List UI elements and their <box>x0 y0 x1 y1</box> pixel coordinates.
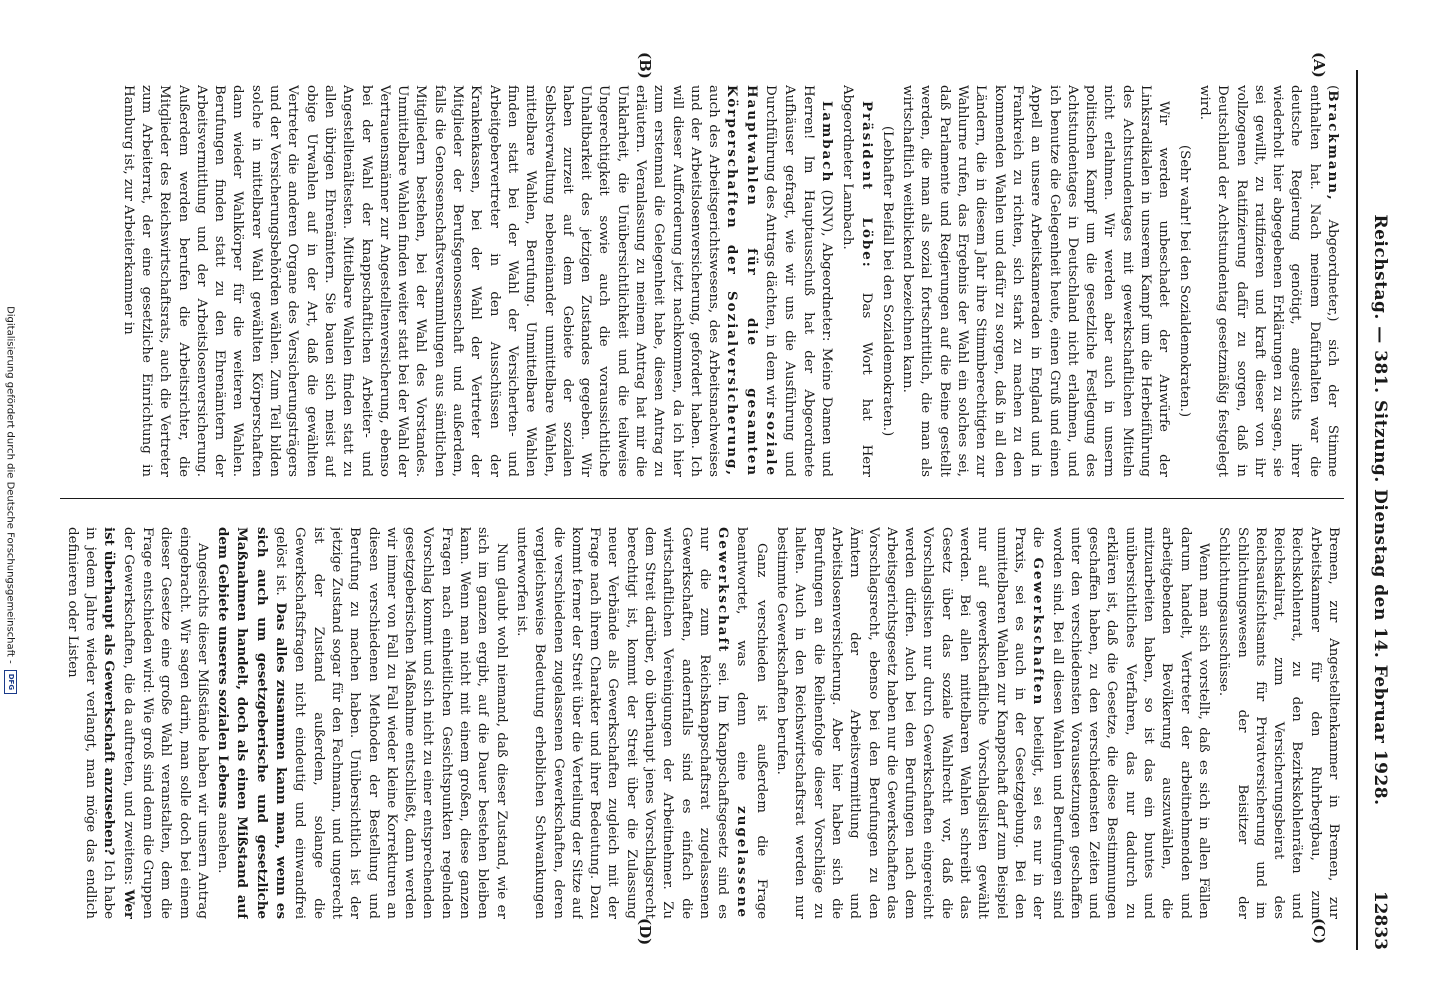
president-name: Präsident Löbe: <box>858 101 875 269</box>
margin-letter-a: (A) <box>1310 52 1328 78</box>
speaker-name: Brackmann, <box>1325 90 1341 202</box>
paragraph-text: sei. Im Knappschaftsgesetz sind es nur die zum Reichsknappschaftsrat zugelassenen Gewerkschaften, andernfalls sind es einfach die wirtschaftlichen Vereinigungen der Arbeitnehmer. Zu dem Streit darüber, ob überhaupt jenes Vorschlagsrecht berechtigt ist, kommt der Streit über die Zulassung neuer Verbände als Gewerkschaften zugleich mit der Frage nach ihrem Charakter und ihrer Bedeutung. Dazu kommt ferner der Streit über die Verteilung der Sitze auf die verschiedenen zugelassenen Gewerkschaften, deren vergleichsweise Bedeutung erheblichen Schwankungen unterworfen ist. <box>513 527 731 919</box>
paragraph <box>118 85 836 477</box>
emphasis-text: Gewerkschaften <box>1030 557 1047 707</box>
paragraph: Wir werden unbeschadet der Anwürfe der Linksradikalen in unserem Kampf um die Herbeiführung des Achtstundentages mit gewerkschaftlichen Mitteln nicht erlahmen. Wir werden aber auch in unserm politischen Kampf um die gesetzliche Festlegung des Achtstundentages in Deutschland nicht erlahmen, und ich benutze die Gelegenheit heute, einen Gruß und einen Appell an unsere Arbeitskameraden in England und in Frankreich zu richten, sich stark zu machen zu den kommenden Wahlen und dafür zu sorgen, daß in all den Ländern, die in diesem Jahr ihre Stimmberechtigten zur Wahlurne rufen, das Ergebnis der Wahl ein solches sei, daß Parlamente und Regierungen auf die Beine gestellt werden, die man als sozial fortschrittlich, die man als wirtschaftlich weitblickend bezeichnen kann. <box>900 85 1172 477</box>
credit-text: Digitalisierung gefördert durch die Deutsche Forschungsgemeinschaft - <box>4 306 16 664</box>
paragraph-text: (DNV), Abgeordneter: Meine Damen und Herren! Im Hauptausschuß hat der Abgeordnete Aufhäuser gefragt, wie wir uns die Ausführung und Durchführung des Antrags dächten, in dem wir <box>763 85 834 477</box>
interjection: (Lebhafter Beifall bei den Sozialdemokraten.) <box>879 125 895 437</box>
paragraph <box>63 527 211 919</box>
speaker-name: Lambach <box>818 101 835 184</box>
digitization-credit <box>4 0 17 1000</box>
margin-letter-c: (C) <box>1310 918 1328 945</box>
emphasis-text: zugelassene Gewerkschaft <box>715 527 751 919</box>
page-header <box>1356 70 1398 950</box>
paragraph <box>772 527 1212 919</box>
paragraph-text: Nun glaubt wohl niemand, daß dieser Zustand, wie er sich im ganzen ergibt, auf die Dauer bestehen bleiben kann. Wenn man nicht mit einem großen, diese ganzen Fragen nach einheitlichen Gesichtspunkten regelnden Vorschlag kommt und sich nicht zu einer entsprechenden gesetzgeberischen Maßnahme entschließt, dann werden wir immer von Fall zu Fall wieder kleine Korrekturen an diesen verschiedenen Methoden der Bestellung und Berufung zu machen haben. Unübersichtlich ist der jetzige Zustand sogar für den Fachmann, und ungerecht ist der Zustand außerdem, solange die Gewerkschaftsfragen nicht eindeutig und einwandfrei gelöst ist. <box>273 527 509 919</box>
right-column <box>55 527 1342 919</box>
paragraph-text: Das Wort hat Herr Abgeordneter Lambach. <box>840 85 874 477</box>
paragraph: (Brackmann, Abgeordneter,) sich der Stimme enthalten hat. Nach meinem Dafürhalten war die deutsche Regierung genötigt, angesichts ihrer wiederholt hier abgegebenen Erklärungen zu sagen, sie sei gewillt, zu ratifizieren und kraft dieser von ihr vollzogenen Ratifizierung dafür zu sorgen, daß in Deutschland der Achtstundentag gesetzmäßig festgelegt wird. <box>1196 85 1341 477</box>
paragraph <box>512 527 770 919</box>
column-divider <box>60 498 1344 499</box>
emphasis-text: Das alles zusammen kann man, wenn es sich auch um gesetzgeberische und gesetzliche Maßnahmen handelt, doch als einen Mißstand auf dem Gebiete unseres sozialen Lebens <box>215 527 290 919</box>
paragraph <box>213 527 510 919</box>
paragraph-text: sich der Stimme enthalten hat. Nach meinem Dafürhalten war die deutsche Regierung genötigt, angesichts ihrer wiederholt hier abgegebenen Erklärungen zu sagen, sie sei gewillt, zu ratifizieren und kraft dieser von ihr vollzogenen Ratifizierung dafür zu sorgen, daß in Deutschland der Achtstundentag gesetzmäßig festgelegt wird. <box>1196 85 1340 477</box>
speaker-role: Abgeordneter, <box>1325 219 1340 317</box>
paragraph-text: auch des Arbeitsgerichtswesens, des Arbeitsnachweises und der Arbeitslosenversicherung, gefordert haben. Ich will dieser Aufforderung jetzt nachkommen, da ich hier zum erstenmal die Gelegenheit habe, diesen Antrag zu erläutern. Veranlassung zu meinem Antrag hat mir die Unklarheit, die Unübersichtlichkeit und die teilweise Ungerechtigkeit sowie auch die voraussichtliche Unhaltbarkeit des jetzigen Zustandes gegeben. Wir haben zurzeit auf dem Gebiete der sozialen Selbstverwaltung nebeneinander unmittelbare Wahlen, mittelbare Wahlen, Berufung. Unmittelbare Wahlen finden statt bei der Wahl der Versicherten- und Arbeitgebervertreter in den Ausschüssen der Krankenkassen, bei der Wahl der Vertreter der Mitglieder der Berufsgenossenschaft und außerdem, falls die Genossenschaftsversammlungen aus sämtlichen Mitgliedern bestehen, bei der Wahl des Vorstandes. Unmittelbare Wahlen finden weiter statt bei der Wahl der Vertrauensmänner zur Angestelltenversicherung, ebenso bei der Wahl der knappschaftlichen Arbeiter- und Angestelltenältesten. Mittelbare Wahlen finden statt zu allen übrigen Ehrenämtern. Sie bauen sich meist auf obige Urwahlen auf in der Art, daß die gewählten Vertreter die anderen Organe des Versicherungsträgers und der Versicherungsbehörden wählen. Zum Teil bilden solche in mittelbarer Wahl gewählten Körperschaften dann wieder Wahlkörper für die weiteren Wahlen. Berufungen finden statt zu den Ehrenämtern der Arbeitsvermittlung und der Arbeitslosenversicherung. Außerdem werden berufen die Arbeitsrichter, die Mitglieder des Reichswirtschaftsrats, auch die Vertreter zum Arbeiterrat, der eine gesetzliche Einrichtung in Hamburg ist, zur Arbeiterkammer in <box>120 85 722 477</box>
interjection: (Sehr wahr! bei den Sozialdemokraten.) <box>1176 144 1192 418</box>
paragraph: Bremen, zur Angestelltenkammer in Bremen, zur Arbeitskammer für den Ruhrbergbau, zum Reichskohlenrat, zu den Bezirkskohlenräten und Reichskalirat, zum Versicherungsbeirat des Reichsaufsichtsamts für Privatversicherung und im Schlichtungswesen der Beisitzer der Schlichtungsausschüsse. <box>1216 527 1341 919</box>
margin-letter-d: (D) <box>636 918 654 946</box>
page-number: 12833 <box>1370 890 1390 950</box>
left-column <box>55 85 1342 477</box>
emphasis-text: soziale Hauptwahlen für die gesamten Körperschaften der Sozialversicherung, <box>724 85 780 477</box>
margin-letter-b: (B) <box>636 52 654 79</box>
paragraph-text: ansehen. <box>215 812 231 874</box>
paragraph-text: Wenn man sich vorstellt, daß es sich in allen Fällen darum handelt, Vertreter der arbeitnehmenden und arbeitgebenden Bevölkerung auszuwählen, die mitzuarbeiten haben, so ist das ein buntes und unübersichtliches Verfahren, das nur dadurch zu erklären ist, daß die Gesetze, die diese Bestimmungen geschaffen haben, zu den verschiedensten Zeiten und unter den verschiedensten Voraussetzungen geschaffen worden sind. Bei all diesen Wahlen und Berufungen sind die <box>1030 527 1211 919</box>
paragraph <box>838 85 876 477</box>
paragraph-text: Angesichts dieser Mißstände haben wir unsern Antrag eingebracht. Wir sagen darin, man solle doch bei einem dieser Gesetze eine große Wahl veranstalten, dem die Frage entschieden wird: Wie groß sind denn die Gruppen der Gewerkschaften, die da auftreten, und zweitens: <box>120 527 210 919</box>
header-title: Reichstag. — 381. Sitzung. Dienstag den 14. Februar 1928. <box>1370 214 1390 806</box>
dfg-logo: DFG <box>4 670 17 694</box>
paragraph-text: beteiligt, sei es nur in der Praxis, sei es auch in der Gesetzgebung. Bei den unmittelbaren Wahlen zur Knappschaft darf zum Beispiel nur auf gewerkschaftliche Vorschlagslisten gewählt werden. Bei allen mittelbaren Wahlen schreibt das Gesetz über das soziale Wahlrecht vor, daß die Vorschlagslisten nur durch Gewerkschaften eingereicht werden dürfen. Auch bei den Berufungen nach dem Arbeitsgerichtsgesetz haben nur die Gewerkschaften das Vorschlagsrecht, ebenso bei den Berufungen zu den Ämtern der Arbeitsvermittlung und Arbeitslosenversicherung. Aber hier haben sich die Berufungen an die Reihenfolge dieser Vorschläge zu halten. Auch in den Reichswirtschaftsrat werden nur bestimmte Gewerkschaften berufen. <box>774 527 1046 919</box>
paragraph-text: Ganz verschieden ist außerdem die Frage beantwortet, was denn eine <box>734 527 769 919</box>
emphasis-text: Wer ist überhaupt als Gewerkschaft anzusehen? <box>101 527 137 919</box>
paragraph-text: Ich habe in jedem Jahre wieder verlangt, man möge das endlich definieren oder Listen <box>64 527 117 919</box>
